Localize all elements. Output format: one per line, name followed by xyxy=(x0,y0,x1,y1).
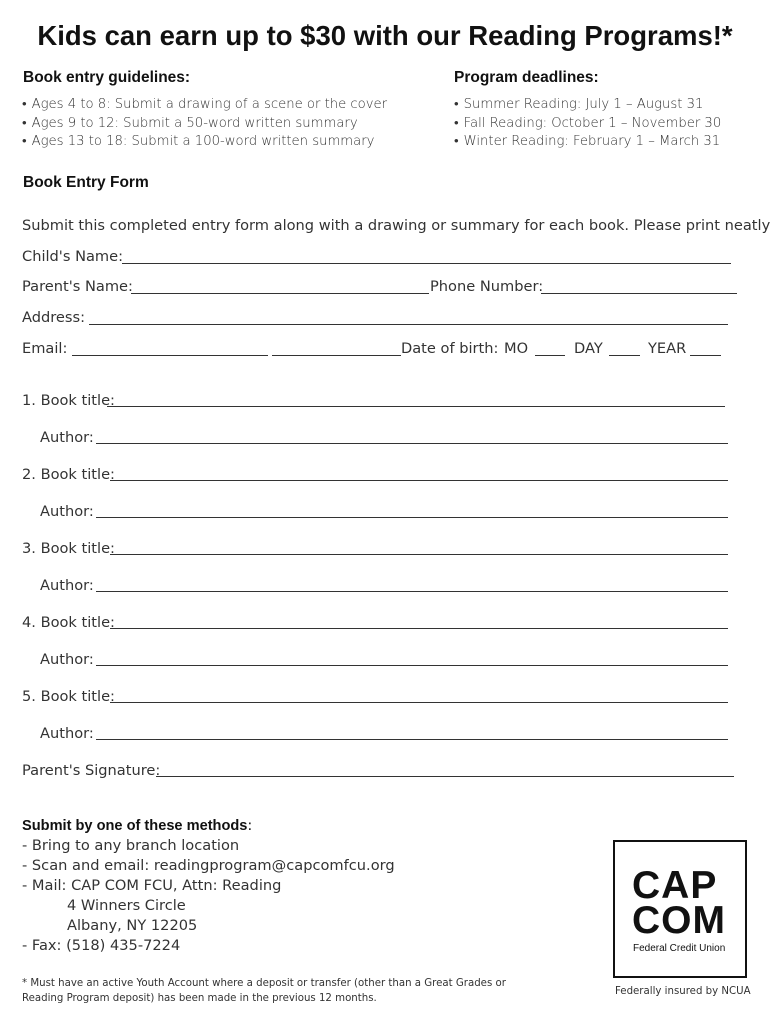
author-label: Author: xyxy=(40,651,94,668)
book-3-title-field[interactable] xyxy=(110,554,728,555)
submit-heading-text: Submit by one of these methods xyxy=(22,818,248,834)
page-title: Kids can earn up to $30 with our Reading Programs!* xyxy=(37,20,733,51)
book-2-author-field[interactable] xyxy=(96,517,728,518)
email-label: Email: xyxy=(22,340,68,357)
book-title-label: 4. Book title: xyxy=(22,614,115,631)
book-title-label: 1. Book title: xyxy=(22,392,115,409)
logo-subtitle: Federal Credit Union xyxy=(633,943,726,954)
form-instructions: Submit this completed entry form along with a drawing or summary for each book. Please print neatly xyxy=(22,217,770,234)
mail-address-city: Albany, NY 12205 xyxy=(67,917,198,934)
book-1-author-field[interactable] xyxy=(96,443,728,444)
list-item: • Fall Reading: October 1 – November 30 xyxy=(454,115,721,134)
submit-method-email: - Scan and email: readingprogram@capcomfcu.org xyxy=(22,857,395,874)
deadlines-heading: Program deadlines: xyxy=(454,69,599,86)
form-heading: Book Entry Form xyxy=(23,174,149,191)
address-field[interactable] xyxy=(89,324,728,325)
list-item: • Ages 13 to 18: Submit a 100-word written summary xyxy=(22,133,387,152)
book-4-author-field[interactable] xyxy=(96,665,728,666)
logo-line-cap: CAP xyxy=(632,864,718,907)
dob-label: Date of birth: xyxy=(401,340,499,357)
submit-heading-colon: : xyxy=(247,817,253,834)
book-title-label: 3. Book title: xyxy=(22,540,115,557)
cap-com-logo xyxy=(613,840,747,978)
deadlines-list xyxy=(454,96,721,152)
footnote: * Must have an active Youth Account where a deposit or transfer (other than a Great Grades or Reading Program deposit) has been made in the previous 12 months. xyxy=(22,978,506,1004)
book-5-title-field[interactable] xyxy=(110,702,728,703)
parent-name-field[interactable] xyxy=(131,293,429,294)
phone-field[interactable] xyxy=(541,293,737,294)
list-item: • Ages 4 to 8: Submit a drawing of a scene or the cover xyxy=(22,96,387,115)
child-name-field[interactable] xyxy=(122,263,731,264)
book-4-title-field[interactable] xyxy=(110,628,728,629)
address-label: Address: xyxy=(22,309,86,326)
phone-label: Phone Number: xyxy=(430,278,544,295)
book-title-label: 2. Book title: xyxy=(22,466,115,483)
signature-field[interactable] xyxy=(156,776,734,777)
ncua-notice: Federally insured by NCUA xyxy=(615,986,751,997)
list-item: • Winter Reading: February 1 – March 31 xyxy=(454,133,721,152)
book-title-label: 5. Book title: xyxy=(22,688,115,705)
mail-address-street: 4 Winners Circle xyxy=(67,897,186,914)
list-item: • Summer Reading: July 1 – August 31 xyxy=(454,96,721,115)
submit-method-fax: - Fax: (518) 435-7224 xyxy=(22,937,181,954)
logo-line-com: COM xyxy=(632,899,726,942)
author-label: Author: xyxy=(40,503,94,520)
parent-name-label: Parent's Name: xyxy=(22,278,133,295)
email-field-continued[interactable] xyxy=(272,355,401,356)
dob-day-field[interactable] xyxy=(609,355,640,356)
dob-month-field[interactable] xyxy=(535,355,565,356)
email-field[interactable] xyxy=(72,355,268,356)
list-item: • Ages 9 to 12: Submit a 50-word written summary xyxy=(22,115,387,134)
dob-day-label: DAY xyxy=(574,340,603,357)
submit-heading xyxy=(22,817,252,834)
child-name-label: Child's Name: xyxy=(22,248,124,265)
submit-method-mail: - Mail: CAP COM FCU, Attn: Reading xyxy=(22,877,282,894)
dob-year-field[interactable] xyxy=(690,355,721,356)
author-label: Author: xyxy=(40,577,94,594)
book-5-author-field[interactable] xyxy=(96,739,728,740)
guidelines-heading: Book entry guidelines: xyxy=(23,69,191,86)
book-3-author-field[interactable] xyxy=(96,591,728,592)
dob-year-label: YEAR xyxy=(648,340,687,357)
book-1-title-field[interactable] xyxy=(107,406,725,407)
guidelines-list xyxy=(22,96,387,152)
author-label: Author: xyxy=(40,429,94,446)
book-2-title-field[interactable] xyxy=(110,480,728,481)
author-label: Author: xyxy=(40,725,94,742)
signature-label: Parent's Signature: xyxy=(22,762,161,779)
submit-method-branch: - Bring to any branch location xyxy=(22,837,240,854)
dob-month-label: MO xyxy=(504,340,529,357)
